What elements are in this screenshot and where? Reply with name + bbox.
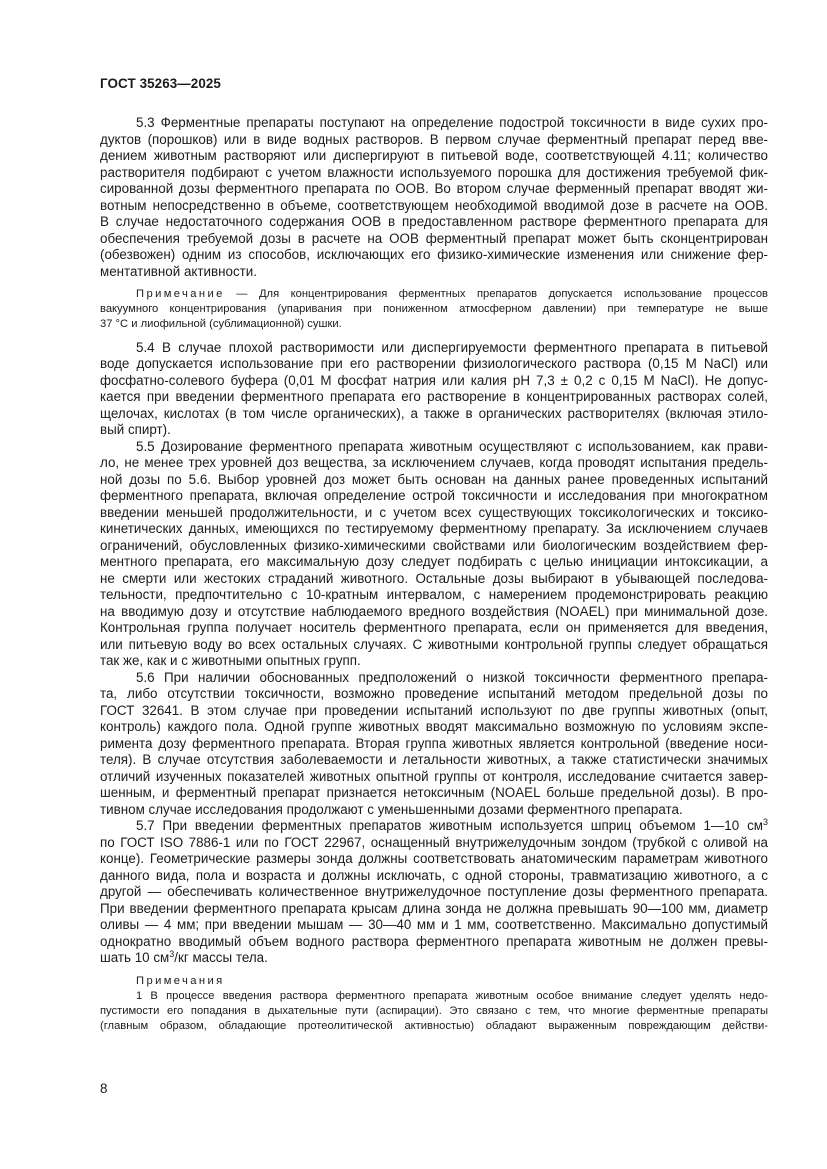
text-line: тельности, предпочтительно с 10-кратным интервалом, с намерением продемонстрировать реакцию <box>100 587 768 603</box>
note-first-line <box>100 287 768 302</box>
text-line: 1 В процессе введения раствора ферментного препарата животным особое внимание следует уделять недо- <box>136 989 768 1002</box>
text-line: обеспечения требуемой дозы в расчете на ООВ ферментный препарат может быть сконцентрирован <box>100 230 768 246</box>
note-5-3 <box>100 287 768 333</box>
text-line: дуктов (порошков) или в виде водных растворов. В первом случае ферментный препарат перед вве- <box>100 131 768 147</box>
text-line: так же, как и с животными опытных групп. <box>100 653 361 669</box>
note-text: — Для концентрирования ферментных препаратов допускается использование процессов <box>224 288 768 300</box>
document-header: ГОСТ 35263—2025 <box>100 76 221 91</box>
paragraph-5-5 <box>100 439 768 670</box>
text-line: не смерти или жестоких страданий животного. Остальные дозы выбирают в убывающей последова- <box>100 570 768 586</box>
text-line: отличий изученных показателей животных опытной группы от контроля, исследование считается завер- <box>100 768 768 784</box>
text-line: (главным образом, обладающие протеолитической активностью) обладают выраженным повреждающим действи- <box>100 1020 768 1033</box>
text-line: ло, не менее трех уровней доз вещества, за исключением случаев, когда проводят испытания предель- <box>100 455 768 471</box>
text-line: дением животным растворяют или диспергируют в питьевой воде, соответствующей 4.11; количество <box>100 148 768 163</box>
text-line: (обезвожен) одним из способов, исключающих его физико-химические изменения или снижение фер- <box>100 247 768 262</box>
superscript: 3 <box>169 949 175 960</box>
text-line: вый спирт). <box>100 422 171 438</box>
text-line: та, либо отсутствии токсичности, возможно проведение испытаний методом предельной дозы по <box>100 686 768 702</box>
paragraph-5-3 <box>100 115 768 280</box>
paragraph-5-4 <box>100 340 768 439</box>
text-line: другой — обеспечивать количественное внутрижелудочное поступление дозы ферментного препарата. <box>100 884 768 900</box>
text-line: конце). Геометрические размеры зонда должны соответствовать анатомическим параметрам животного <box>100 851 768 867</box>
superscript: 3 <box>762 817 768 828</box>
text-span: 5.7 При введении ферментных препаратов животным используется шприц объемом 1—10 см <box>136 818 763 834</box>
text-line: растворителя подбирают с учетом влажности используемого порошка для достижения требуемой фик- <box>100 164 768 180</box>
text-line: Контрольная группа получает носитель ферментного препарата, если он применяется для введения, <box>100 620 768 636</box>
text-line: пустимости его попадания в дыхательные пути (аспирации). Это связано с тем, что многие ферментные препараты <box>100 1005 768 1018</box>
text-line: 5.4 В случае плохой растворимости или диспергируемости ферментного препарата в питьевой <box>136 339 768 355</box>
text-line: теля). В случае отсутствия заболеваемости и летальности животных, а также статистически значимых <box>100 752 768 768</box>
text-line: ферментного препарата, включая определение острой токсичности и исследования при многократном <box>100 488 768 504</box>
document-body <box>100 115 768 1034</box>
text-line: на вводимую дозу и отсутствие наблюдаемого вредного воздействия (NOAEL) при минимальной дозе. <box>100 603 768 619</box>
text-line: данного вида, пола и возраста и должны исключать, с одной стороны, травматизацию животного, а с <box>100 867 768 883</box>
text-line: контроль) каждого пола. Одной группе животных вводят максимально возможную по условиям экспе- <box>100 719 768 735</box>
note-label: Примечание <box>136 288 225 300</box>
page-number: 8 <box>100 1081 108 1096</box>
text-line: щелочах, кислотах (в том числе органических), а также в органических растворителях (включая этило- <box>100 405 768 421</box>
text-line: вотным непосредственно в объеме, соответствующем необходимой вводимой дозе в расчете на ООВ. <box>100 197 768 213</box>
text-line: ной дозы по 5.6. Выбор уровней доз может быть основан на данных ранее проведенных испытаний <box>100 471 768 487</box>
text-line: однократно вводимый объем водного раствора ферментного препарата животным не должен превы- <box>100 933 768 949</box>
text-line: оливы — 4 мм; при введении мышам — 30—40 мм и 1 мм, соответственно. Максимально допустимый <box>100 917 768 933</box>
text-line: кинетических данных, имеющихся по тестируемому ферментному препарату. За исключением случаев <box>100 521 768 537</box>
text-line: римента дозу ферментного препарата. Вторая группа животных является контрольной (введение носи- <box>100 735 768 751</box>
notes-5-7 <box>100 974 768 1035</box>
text-line <box>100 818 768 835</box>
text-line: 5.6 При наличии обоснованных предположений о низкой токсичности ферментного препара- <box>136 669 768 685</box>
text-span: шать 10 см <box>100 950 170 966</box>
text-line: или питьевую воду во всех остальных случаях. С животными контрольной группы следует обращаться <box>100 636 768 652</box>
text-line: вакуумного концентрирования (упаривания при пониженном атмосферном давлении) при температуре не выше <box>100 303 768 316</box>
text-line: сированной дозы ферментного препарата по ООВ. Во втором случае ферменный препарат вводят жи- <box>100 181 768 196</box>
text-line: введении меньшей продолжительности, и с учетом всех существующих токсикологических и токсико- <box>100 504 768 520</box>
text-line: по ГОСТ ISO 7886-1 или по ГОСТ 22967, оснащенный внутрижелудочным зондом (трубкой с оливой на <box>100 834 768 850</box>
notes-title: Примечания <box>136 974 225 987</box>
text-line: 5.5 Дозирование ферментного препарата животным осуществляют с использованием, как прави- <box>136 438 768 454</box>
text-line: фосфатно-солевого буфера (0,01 М фосфат натрия или калия рН 7,3 ± 0,2 с 0,15 М NaCl). Не допус- <box>100 372 768 388</box>
text-span: /кг массы тела. <box>174 950 268 966</box>
text-line: В случае недостаточного содержания ООВ в предоставленном растворе ферментного препарата для <box>100 214 768 229</box>
text-line: ГОСТ 32641. В этом случае при проведении испытаний используют по две группы животных (опыт, <box>100 702 768 718</box>
text-line: воде допускается использование при его растворении физиологического раствора (0,15 М NaCl) или <box>100 356 768 372</box>
text-line: 5.3 Ферментные препараты поступают на определение подострой токсичности в виде сухих про- <box>136 115 768 130</box>
text-line: При введении ферментного препарата крысам длина зонда не должна превышать 90—100 мм, диаметр <box>100 900 768 916</box>
paragraph-5-7 <box>100 818 768 967</box>
text-line <box>100 950 768 967</box>
text-line: кается при введении ферментного препарата его растворение в концентрированных растворах солей, <box>100 389 768 405</box>
text-line: 37 °С и лиофильной (сублимационной) сушки. <box>100 318 342 331</box>
paragraph-5-6 <box>100 670 768 819</box>
text-line: тивном случае исследования продолжают с уменьшенными дозами ферментного препарата. <box>100 801 683 817</box>
text-line: ограничений, обусловленных физико-химическими свойствами или биологическим воздействием фер- <box>100 537 768 553</box>
text-line: ментного препарата, его максимальную дозу следует подбирать с целью инициации интоксикации, а <box>100 554 768 570</box>
text-line: шенным, и ферментный препарат признается нетоксичным (NOAEL больше предельной дозы). В про- <box>100 785 768 801</box>
text-line: ментативной активности. <box>100 263 258 279</box>
